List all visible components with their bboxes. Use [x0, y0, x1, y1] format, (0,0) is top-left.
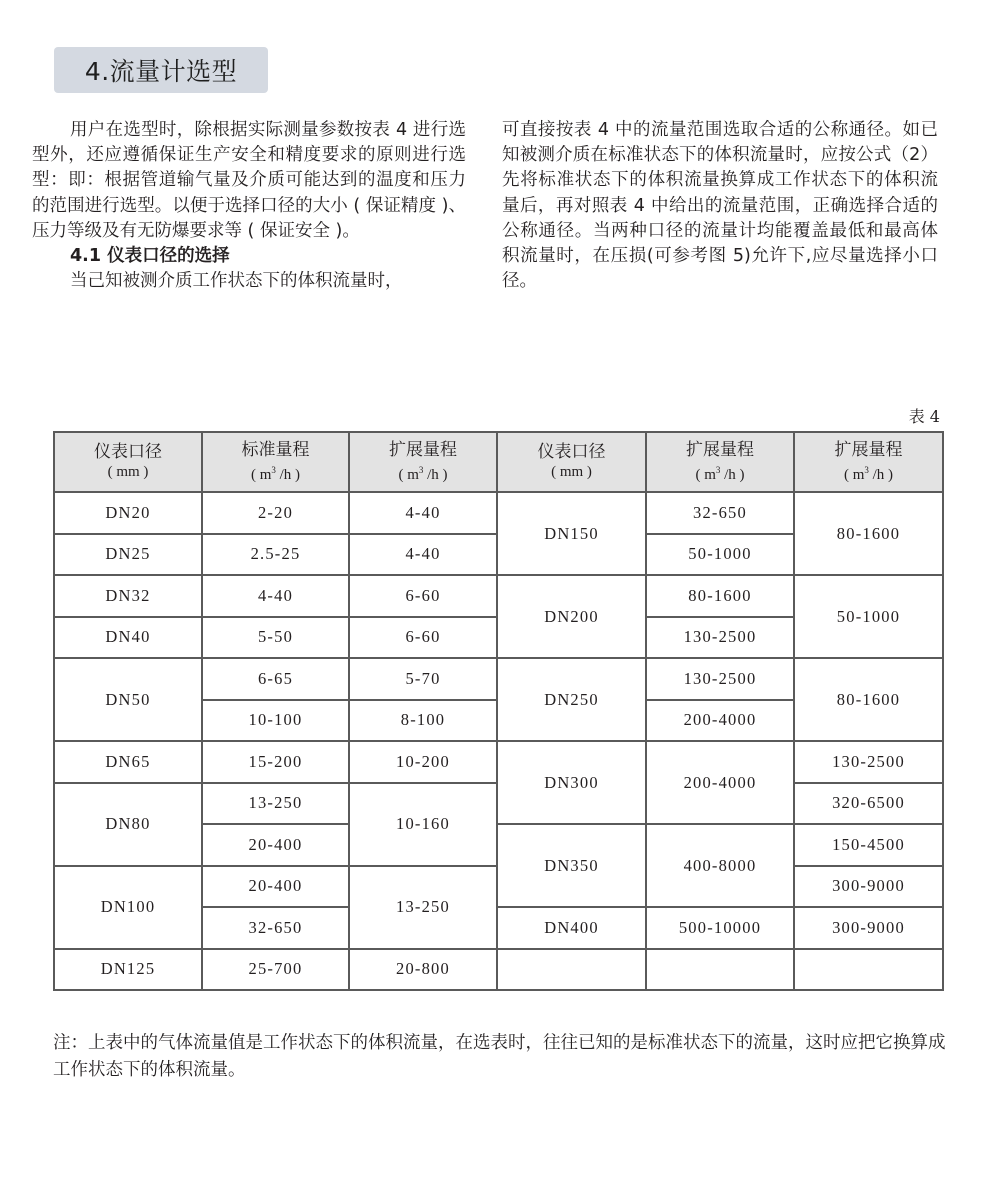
cell-range: 150-4500 [794, 824, 943, 866]
cell-standard: 2-20 [202, 492, 349, 534]
cell-empty [497, 949, 646, 991]
cell-standard: 6-65 [202, 658, 349, 700]
table-row [54, 741, 943, 783]
cell-standard: 32-650 [202, 907, 349, 949]
header-standard-range: 标准量程 ( $m^3$ /h ) [202, 432, 349, 492]
cell-size: DN350 [497, 824, 646, 907]
section-title-badge [54, 47, 268, 93]
cell-size: DN20 [54, 492, 202, 534]
table-row [54, 949, 943, 991]
cell-extended: 6-60 [349, 617, 497, 659]
subsection-heading: 4.1 仪表口径的选择 [70, 246, 230, 267]
cell-extended: 10-200 [349, 741, 497, 783]
right-text-column [502, 118, 938, 294]
cell-extended: 4-40 [349, 492, 497, 534]
section-title: 4.流量计选型 [84, 57, 238, 86]
cell-range: 80-1600 [794, 658, 943, 741]
cell-empty [794, 949, 943, 991]
cell-range: 200-4000 [646, 700, 794, 742]
header-caliber-2: 仪表口径 ( mm ) [497, 432, 646, 492]
cell-size: DN125 [54, 949, 202, 991]
cell-standard: 20-400 [202, 866, 349, 908]
left-text-column [32, 118, 466, 294]
cell-size: DN80 [54, 783, 202, 866]
cell-range: 50-1000 [646, 534, 794, 576]
cell-standard: 15-200 [202, 741, 349, 783]
cell-standard: 20-400 [202, 824, 349, 866]
cell-standard: 10-100 [202, 700, 349, 742]
cell-extended: 10-160 [349, 783, 497, 866]
cell-extended: 20-800 [349, 949, 497, 991]
header-extended-range: 扩展量程 ( $m^3$ /h ) [349, 432, 497, 492]
cell-range: 300-9000 [794, 907, 943, 949]
cell-size: DN150 [497, 492, 646, 575]
cell-empty [646, 949, 794, 991]
cell-range: 400-8000 [646, 824, 794, 907]
cell-size: DN65 [54, 741, 202, 783]
cell-range: 32-650 [646, 492, 794, 534]
table-caption: 表 4 [908, 407, 940, 426]
cell-size: DN100 [54, 866, 202, 949]
cell-range: 500-10000 [646, 907, 794, 949]
cell-size: DN300 [497, 741, 646, 824]
header-extended-range-2: 扩展量程 ( $m^3$ /h ) [646, 432, 794, 492]
intro-paragraph: 用户在选型时，除根据实际测量参数按表 4 进行选型外，还应遵循保证生产安全和精度要求的原则进行选型：即：根据管道输气量及介质可能达到的温度和压力的范围进行选型。以便于选择口径的大小 ( 保证精度 )、压力等级及有无防爆要求等 ( 保证安全 )。 [32, 120, 466, 241]
caliber-paragraph-continued: 可直接按表 4 中的流量范围选取合适的公称通径。如已知被测介质在标准状态下的体积流量时，应按公式（2）先将标准状态下的体积流量换算成工作状态下的体积流量后，再对照表 4 中给出的流量范围，正确选择合适的公称通径。当两种口径的流量计均能覆盖最低和最高体积流量时，在压损(可参考图 5)允许下,应尽量选择小口径。 [502, 120, 938, 292]
cell-standard: 13-250 [202, 783, 349, 825]
cell-extended: 4-40 [349, 534, 497, 576]
cell-extended: 13-250 [349, 866, 497, 949]
cell-size: DN25 [54, 534, 202, 576]
header-caliber: 仪表口径 ( mm ) [54, 432, 202, 492]
cell-range: 130-2500 [646, 617, 794, 659]
cell-standard: 4-40 [202, 575, 349, 617]
table-footnote: 注：上表中的气体流量值是工作状态下的体积流量，在选表时，往往已知的是标准状态下的流量，这时应把它换算成工作状态下的体积流量。 [53, 1033, 946, 1080]
table-header-row [54, 432, 943, 492]
table-row [54, 575, 943, 617]
cell-range: 130-2500 [646, 658, 794, 700]
cell-standard: 5-50 [202, 617, 349, 659]
cell-standard: 25-700 [202, 949, 349, 991]
cell-extended: 6-60 [349, 575, 497, 617]
cell-standard: 2.5-25 [202, 534, 349, 576]
table-row [54, 492, 943, 534]
cell-extended: 5-70 [349, 658, 497, 700]
header-extended-range-3: 扩展量程 ( $m^3$ /h ) [794, 432, 943, 492]
cell-range: 50-1000 [794, 575, 943, 658]
cell-range: 130-2500 [794, 741, 943, 783]
cell-extended: 8-100 [349, 700, 497, 742]
table-row [54, 658, 943, 700]
cell-size: DN250 [497, 658, 646, 741]
caliber-paragraph-start: 当己知被测介质工作状态下的体积流量时， [70, 271, 403, 292]
cell-range: 80-1600 [646, 575, 794, 617]
cell-size: DN400 [497, 907, 646, 949]
cell-size: DN40 [54, 617, 202, 659]
cell-size: DN50 [54, 658, 202, 741]
cell-range: 200-4000 [646, 741, 794, 824]
cell-size: DN32 [54, 575, 202, 617]
cell-range: 300-9000 [794, 866, 943, 908]
cell-range: 80-1600 [794, 492, 943, 575]
cell-size: DN200 [497, 575, 646, 658]
cell-range: 320-6500 [794, 783, 943, 825]
flow-range-table [53, 431, 944, 991]
